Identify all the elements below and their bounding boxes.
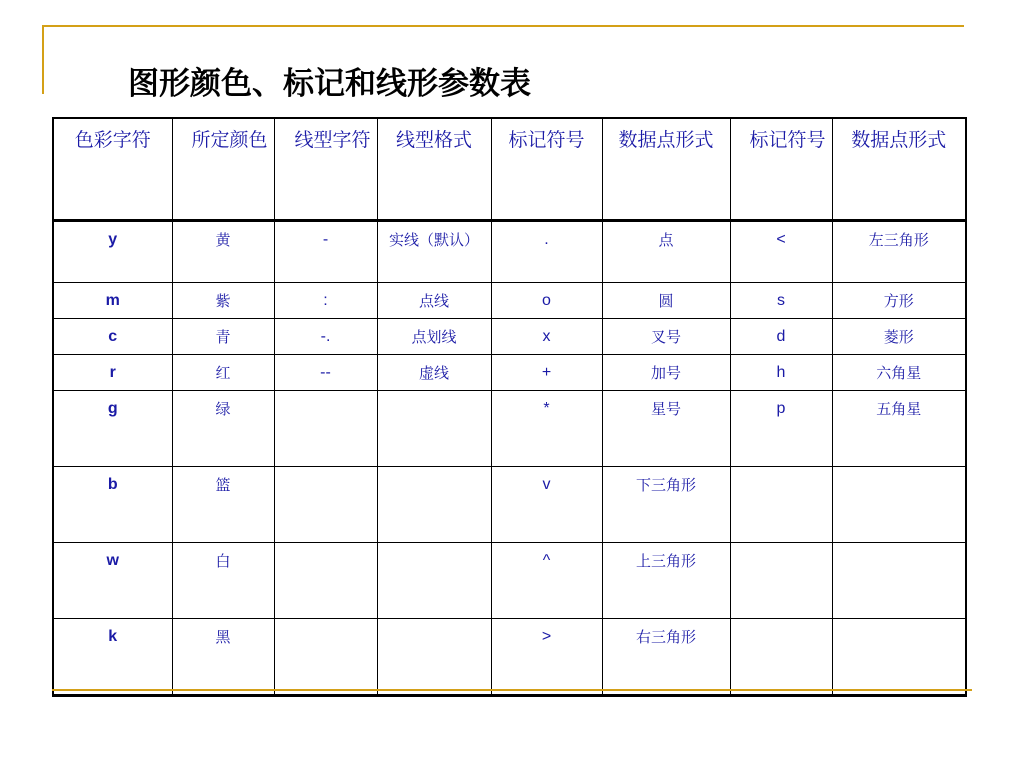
- table-row: [53, 283, 966, 319]
- cell-point-form: 点: [602, 221, 730, 283]
- cell-marker-2: p: [730, 391, 832, 467]
- cell-line-format: [377, 619, 491, 696]
- cell-color-name: 黄: [172, 221, 274, 283]
- cell-color-name: 黑: [172, 619, 274, 696]
- header-point-form: 数据点形式: [602, 118, 730, 221]
- table-header-row: [53, 118, 966, 221]
- cell-marker: ^: [491, 543, 602, 619]
- cell-point-form: 下三角形: [602, 467, 730, 543]
- cell-point-form: 右三角形: [602, 619, 730, 696]
- header-marker-symbol: 标记符号: [491, 118, 602, 221]
- cell-line-char: -.: [274, 319, 377, 355]
- cell-color-name: 紫: [172, 283, 274, 319]
- cell-marker-2: [730, 543, 832, 619]
- cell-color-char: r: [53, 355, 172, 391]
- header-marker-symbol-2-text: 标记符号: [749, 129, 826, 151]
- cell-color-char: c: [53, 319, 172, 355]
- header-line-format: 线型格式: [377, 118, 491, 221]
- header-point-form-2: 数据点形式: [832, 118, 966, 221]
- cell-marker-2: <: [730, 221, 832, 283]
- cell-point-form: 圆: [602, 283, 730, 319]
- cell-point-form-2: 六角星: [832, 355, 966, 391]
- table-row: [53, 619, 966, 696]
- cell-marker-2: s: [730, 283, 832, 319]
- cell-point-form: 星号: [602, 391, 730, 467]
- header-assigned-color: [172, 118, 274, 221]
- cell-marker: >: [491, 619, 602, 696]
- cell-point-form-2: 方形: [832, 283, 966, 319]
- cell-line-format: 点划线: [377, 319, 491, 355]
- cell-color-name: 绿: [172, 391, 274, 467]
- table-row: [53, 543, 966, 619]
- cell-color-char: g: [53, 391, 172, 467]
- cell-color-name: 篮: [172, 467, 274, 543]
- cell-line-char: [274, 467, 377, 543]
- cell-marker-2: d: [730, 319, 832, 355]
- slide-title: 图形颜色、标记和线形参数表: [128, 66, 531, 102]
- parameter-table: [52, 117, 967, 697]
- header-line-char-text: 线型字符: [294, 129, 371, 151]
- cell-point-form: 上三角形: [602, 543, 730, 619]
- table-row: [53, 319, 966, 355]
- cell-marker: *: [491, 391, 602, 467]
- cell-color-name: 白: [172, 543, 274, 619]
- cell-line-format: 点线: [377, 283, 491, 319]
- cell-marker: v: [491, 467, 602, 543]
- header-assigned-color-text: 所定颜色: [191, 129, 268, 151]
- cell-point-form: 叉号: [602, 319, 730, 355]
- cell-marker: o: [491, 283, 602, 319]
- top-decorative-rule: [42, 25, 964, 27]
- header-line-char: [274, 118, 377, 221]
- header-color-char: 色彩字符: [53, 118, 172, 221]
- cell-marker-2: h: [730, 355, 832, 391]
- cell-point-form-2: [832, 619, 966, 696]
- cell-line-char: --: [274, 355, 377, 391]
- table-row: [53, 355, 966, 391]
- cell-color-char: k: [53, 619, 172, 696]
- cell-color-char: w: [53, 543, 172, 619]
- cell-marker-2: [730, 619, 832, 696]
- cell-line-char: [274, 391, 377, 467]
- cell-line-char: -: [274, 221, 377, 283]
- bottom-decorative-rule: [52, 689, 972, 691]
- cell-color-name: 青: [172, 319, 274, 355]
- cell-marker: +: [491, 355, 602, 391]
- left-decorative-rule: [42, 25, 44, 94]
- cell-line-format: 实线（默认）: [377, 221, 491, 283]
- cell-point-form-2: [832, 467, 966, 543]
- table-row: [53, 221, 966, 283]
- cell-point-form-2: 五角星: [832, 391, 966, 467]
- cell-line-char: [274, 619, 377, 696]
- cell-point-form: 加号: [602, 355, 730, 391]
- table-row: [53, 467, 966, 543]
- cell-point-form-2: [832, 543, 966, 619]
- cell-color-char: b: [53, 467, 172, 543]
- cell-line-format: [377, 391, 491, 467]
- cell-marker: .: [491, 221, 602, 283]
- cell-color-char: y: [53, 221, 172, 283]
- cell-color-char: m: [53, 283, 172, 319]
- table-row: [53, 391, 966, 467]
- header-marker-symbol-2: [730, 118, 832, 221]
- cell-line-char: :: [274, 283, 377, 319]
- cell-color-name: 红: [172, 355, 274, 391]
- cell-line-format: 虚线: [377, 355, 491, 391]
- cell-point-form-2: 菱形: [832, 319, 966, 355]
- cell-line-format: [377, 467, 491, 543]
- cell-line-char: [274, 543, 377, 619]
- cell-line-format: [377, 543, 491, 619]
- cell-point-form-2: 左三角形: [832, 221, 966, 283]
- cell-marker-2: [730, 467, 832, 543]
- cell-marker: x: [491, 319, 602, 355]
